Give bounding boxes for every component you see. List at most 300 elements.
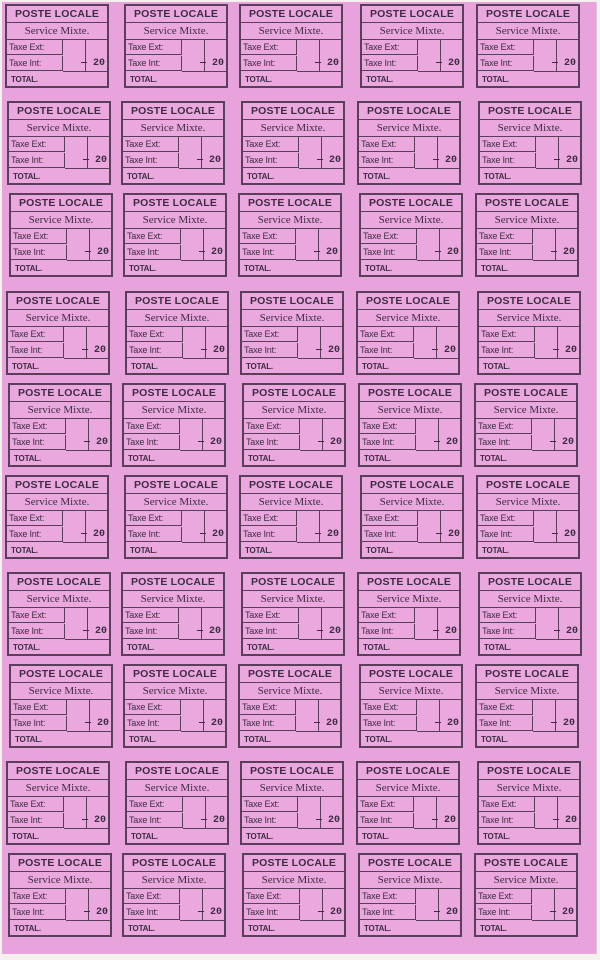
label-taxe-ext: Taxe Ext: [358,797,414,812]
postal-label [476,475,580,559]
postal-label [476,4,580,88]
label-header: POSTE LOCALE [241,477,341,494]
label-taxe-ext: Taxe Ext: [8,327,64,342]
label-service: Service Mixte. [123,591,223,608]
label-taxe-int: Taxe Int: [7,527,63,542]
label-total: TOTAL. [364,924,391,933]
label-service: Service Mixte. [11,212,111,229]
label-header: POSTE LOCALE [10,855,110,872]
postal-label [474,383,578,467]
label-header: POSTE LOCALE [240,666,340,683]
label-service: Service Mixte. [7,494,107,511]
postal-label [360,4,464,88]
label-taxe-int: Taxe Int: [242,343,298,358]
label-header: POSTE LOCALE [240,195,340,212]
label-header: POSTE LOCALE [126,477,226,494]
label-taxe-int: Taxe Int: [361,245,417,260]
label-total: TOTAL. [482,546,509,555]
label-taxe-ext: Taxe Ext: [242,797,298,812]
label-service: Service Mixte. [360,402,460,419]
postal-label [241,101,345,185]
label-taxe-ext: Taxe Ext: [480,608,536,623]
label-total: TOTAL. [365,735,392,744]
label-value: — 20 [200,815,225,826]
label-service: Service Mixte. [125,683,225,700]
label-taxe-ext: Taxe Ext: [362,511,418,526]
label-value: — 20 [199,529,224,540]
label-header: POSTE LOCALE [243,574,343,591]
label-taxe-ext: Taxe Ext: [8,797,64,812]
label-service: Service Mixte. [9,120,109,137]
label-value: — 20 [432,155,457,166]
label-taxe-ext: Taxe Ext: [476,419,532,434]
postal-label [240,291,344,375]
label-total: TOTAL. [11,546,38,555]
label-taxe-int: Taxe Int: [7,56,63,71]
label-total: TOTAL. [130,546,157,555]
label-value: — 20 [435,58,460,69]
label-header: POSTE LOCALE [479,293,579,310]
label-total: TOTAL. [364,454,391,463]
label-value: — 20 [315,815,340,826]
label-taxe-ext: Taxe Ext: [124,419,180,434]
postal-label [6,291,110,375]
label-service: Service Mixte. [359,591,459,608]
label-service: Service Mixte. [358,780,458,797]
label-taxe-ext: Taxe Ext: [479,797,535,812]
postal-label [474,853,578,937]
label-total: TOTAL. [484,172,511,181]
label-value: — 20 [80,529,105,540]
postal-label [8,853,112,937]
label-taxe-int: Taxe Int: [242,813,298,828]
label-taxe-int: Taxe Int: [11,245,67,260]
label-service: Service Mixte. [10,402,110,419]
label-taxe-int: Taxe Int: [477,245,533,260]
label-header: POSTE LOCALE [362,477,462,494]
label-value: — 20 [549,907,574,918]
label-taxe-ext: Taxe Ext: [359,608,415,623]
label-header: POSTE LOCALE [359,103,459,120]
label-value: — 20 [433,907,458,918]
label-taxe-int: Taxe Int: [10,435,66,450]
label-header: POSTE LOCALE [244,385,344,402]
postal-label [124,4,228,88]
postal-label [121,572,225,656]
label-value: — 20 [316,626,341,637]
label-total: TOTAL. [128,454,155,463]
label-taxe-int: Taxe Int: [240,245,296,260]
label-total: TOTAL. [483,362,510,371]
label-taxe-int: Taxe Int: [359,624,415,639]
label-value: — 20 [197,907,222,918]
label-service: Service Mixte. [480,120,580,137]
label-taxe-ext: Taxe Ext: [240,700,296,715]
label-service: Service Mixte. [127,310,227,327]
postal-label [357,572,461,656]
label-taxe-ext: Taxe Ext: [9,608,65,623]
label-total: TOTAL. [128,924,155,933]
label-service: Service Mixte. [125,212,225,229]
label-value: — 20 [551,58,576,69]
label-taxe-ext: Taxe Ext: [244,889,300,904]
label-service: Service Mixte. [241,23,341,40]
label-total: TOTAL. [245,546,272,555]
postal-label [6,761,110,845]
label-header: POSTE LOCALE [126,6,226,23]
label-value: — 20 [434,247,459,258]
label-total: TOTAL. [365,264,392,273]
label-total: TOTAL. [480,454,507,463]
label-header: POSTE LOCALE [7,477,107,494]
label-total: TOTAL. [246,362,273,371]
label-total: TOTAL. [14,454,41,463]
label-value: — 20 [431,345,456,356]
label-taxe-ext: Taxe Ext: [359,137,415,152]
label-service: Service Mixte. [480,591,580,608]
label-service: Service Mixte. [127,780,227,797]
label-taxe-int: Taxe Int: [126,56,182,71]
postal-label [122,853,226,937]
label-taxe-ext: Taxe Ext: [477,229,533,244]
label-header: POSTE LOCALE [361,666,461,683]
label-taxe-int: Taxe Int: [478,527,534,542]
label-total: TOTAL. [247,172,274,181]
label-header: POSTE LOCALE [125,666,225,683]
label-service: Service Mixte. [362,23,462,40]
label-taxe-int: Taxe Int: [11,716,67,731]
label-total: TOTAL. [127,172,154,181]
postal-label [477,291,581,375]
label-header: POSTE LOCALE [125,195,225,212]
label-value: — 20 [553,155,578,166]
label-taxe-ext: Taxe Ext: [126,40,182,55]
label-total: TOTAL. [480,924,507,933]
label-header: POSTE LOCALE [476,385,576,402]
label-service: Service Mixte. [9,591,109,608]
label-taxe-int: Taxe Int: [240,716,296,731]
label-service: Service Mixte. [361,683,461,700]
label-taxe-int: Taxe Int: [8,813,64,828]
label-value: — 20 [552,345,577,356]
label-service: Service Mixte. [8,780,108,797]
label-value: — 20 [82,155,107,166]
label-taxe-int: Taxe Int: [476,435,532,450]
label-value: — 20 [199,58,224,69]
label-taxe-ext: Taxe Ext: [10,419,66,434]
label-service: Service Mixte. [242,310,342,327]
label-taxe-int: Taxe Int: [244,905,300,920]
label-taxe-ext: Taxe Ext: [244,419,300,434]
label-taxe-int: Taxe Int: [358,343,414,358]
label-header: POSTE LOCALE [358,293,458,310]
label-service: Service Mixte. [477,683,577,700]
label-taxe-int: Taxe Int: [124,905,180,920]
label-header: POSTE LOCALE [124,385,224,402]
label-header: POSTE LOCALE [244,855,344,872]
label-header: POSTE LOCALE [359,574,459,591]
label-taxe-int: Taxe Int: [123,624,179,639]
label-service: Service Mixte. [11,683,111,700]
label-header: POSTE LOCALE [8,763,108,780]
label-value: — 20 [83,907,108,918]
label-value: — 20 [553,626,578,637]
postal-label [357,101,461,185]
label-header: POSTE LOCALE [11,195,111,212]
label-taxe-int: Taxe Int: [125,245,181,260]
label-service: Service Mixte. [240,212,340,229]
label-header: POSTE LOCALE [243,103,343,120]
label-total: TOTAL. [362,832,389,841]
label-service: Service Mixte. [358,310,458,327]
label-total: TOTAL. [245,75,272,84]
label-header: POSTE LOCALE [127,293,227,310]
label-taxe-ext: Taxe Ext: [11,700,67,715]
label-header: POSTE LOCALE [479,763,579,780]
label-taxe-ext: Taxe Ext: [476,889,532,904]
label-service: Service Mixte. [360,872,460,889]
postal-label [475,664,579,748]
label-value: — 20 [83,437,108,448]
label-taxe-ext: Taxe Ext: [9,137,65,152]
label-total: TOTAL. [13,643,40,652]
label-service: Service Mixte. [243,591,343,608]
label-taxe-ext: Taxe Ext: [361,229,417,244]
label-total: TOTAL. [484,643,511,652]
postal-label [241,572,345,656]
label-taxe-int: Taxe Int: [361,716,417,731]
label-taxe-int: Taxe Int: [10,905,66,920]
label-value: — 20 [552,815,577,826]
label-service: Service Mixte. [241,494,341,511]
label-service: Service Mixte. [478,494,578,511]
label-value: — 20 [313,247,338,258]
label-taxe-int: Taxe Int: [241,56,297,71]
label-total: TOTAL. [12,362,39,371]
label-header: POSTE LOCALE [480,574,580,591]
label-service: Service Mixte. [362,494,462,511]
label-value: — 20 [196,626,221,637]
label-value: — 20 [431,815,456,826]
label-value: — 20 [81,815,106,826]
label-taxe-int: Taxe Int: [480,624,536,639]
label-value: — 20 [81,345,106,356]
postal-label [9,664,113,748]
label-total: TOTAL. [363,643,390,652]
label-taxe-ext: Taxe Ext: [127,797,183,812]
label-value: — 20 [84,718,109,729]
label-taxe-ext: Taxe Ext: [362,40,418,55]
label-taxe-int: Taxe Int: [126,527,182,542]
label-taxe-int: Taxe Int: [359,153,415,168]
label-value: — 20 [550,247,575,258]
label-taxe-ext: Taxe Ext: [7,40,63,55]
label-taxe-ext: Taxe Ext: [7,511,63,526]
postal-label [478,572,582,656]
label-total: TOTAL. [248,454,275,463]
label-header: POSTE LOCALE [477,195,577,212]
label-taxe-int: Taxe Int: [476,905,532,920]
label-service: Service Mixte. [244,872,344,889]
label-header: POSTE LOCALE [242,293,342,310]
label-service: Service Mixte. [243,120,343,137]
postal-label [358,383,462,467]
label-total: TOTAL. [15,735,42,744]
postal-label [122,383,226,467]
label-header: POSTE LOCALE [10,385,110,402]
label-header: POSTE LOCALE [477,666,577,683]
pink-paper [2,2,597,954]
postal-label [239,475,343,559]
label-total: TOTAL. [244,264,271,273]
postal-label [124,475,228,559]
label-header: POSTE LOCALE [8,293,108,310]
label-value: — 20 [200,345,225,356]
label-value: — 20 [316,155,341,166]
label-service: Service Mixte. [124,402,224,419]
label-value: — 20 [435,529,460,540]
label-header: POSTE LOCALE [9,574,109,591]
label-taxe-int: Taxe Int: [480,153,536,168]
label-value: — 20 [432,626,457,637]
label-taxe-int: Taxe Int: [358,813,414,828]
postal-label [7,572,111,656]
label-service: Service Mixte. [476,872,576,889]
label-taxe-ext: Taxe Ext: [361,700,417,715]
label-total: TOTAL. [14,924,41,933]
label-total: TOTAL. [12,832,39,841]
label-service: Service Mixte. [10,872,110,889]
label-service: Service Mixte. [7,23,107,40]
label-total: TOTAL. [129,264,156,273]
postal-label [8,383,112,467]
label-total: TOTAL. [129,735,156,744]
label-service: Service Mixte. [361,212,461,229]
label-service: Service Mixte. [478,23,578,40]
label-value: — 20 [80,58,105,69]
label-service: Service Mixte. [124,872,224,889]
label-service: Service Mixte. [479,310,579,327]
label-value: — 20 [551,529,576,540]
label-header: POSTE LOCALE [480,103,580,120]
label-taxe-ext: Taxe Ext: [11,229,67,244]
label-total: TOTAL. [483,832,510,841]
postal-label [358,853,462,937]
label-value: — 20 [317,907,342,918]
postal-label [360,475,464,559]
postal-label [240,761,344,845]
label-total: TOTAL. [482,75,509,84]
label-total: TOTAL. [363,172,390,181]
postal-label [123,664,227,748]
label-taxe-ext: Taxe Ext: [360,889,416,904]
postal-label [125,761,229,845]
label-value: — 20 [197,437,222,448]
label-total: TOTAL. [127,643,154,652]
label-service: Service Mixte. [240,683,340,700]
postal-label [239,4,343,88]
label-taxe-int: Taxe Int: [8,343,64,358]
label-taxe-int: Taxe Int: [360,905,416,920]
postal-label [125,291,229,375]
label-taxe-ext: Taxe Ext: [124,889,180,904]
label-value: — 20 [313,718,338,729]
postal-label [359,193,463,277]
label-total: TOTAL. [130,75,157,84]
label-taxe-int: Taxe Int: [127,813,183,828]
label-taxe-ext: Taxe Ext: [478,40,534,55]
label-header: POSTE LOCALE [9,103,109,120]
label-value: — 20 [434,718,459,729]
label-total: TOTAL. [13,172,40,181]
label-service: Service Mixte. [8,310,108,327]
label-taxe-int: Taxe Int: [477,716,533,731]
label-taxe-ext: Taxe Ext: [126,511,182,526]
label-total: TOTAL. [244,735,271,744]
postal-label [123,193,227,277]
label-total: TOTAL. [366,75,393,84]
label-taxe-ext: Taxe Ext: [242,327,298,342]
label-taxe-ext: Taxe Ext: [10,889,66,904]
label-header: POSTE LOCALE [362,6,462,23]
label-value: — 20 [84,247,109,258]
label-taxe-ext: Taxe Ext: [480,137,536,152]
label-total: TOTAL. [366,546,393,555]
postal-label [5,4,109,88]
label-taxe-ext: Taxe Ext: [241,40,297,55]
label-value: — 20 [315,345,340,356]
postal-label [356,761,460,845]
label-value: — 20 [433,437,458,448]
postal-label [242,853,346,937]
label-taxe-int: Taxe Int: [360,435,416,450]
label-taxe-int: Taxe Int: [125,716,181,731]
label-taxe-ext: Taxe Ext: [243,608,299,623]
label-taxe-ext: Taxe Ext: [123,608,179,623]
label-taxe-int: Taxe Int: [362,56,418,71]
label-value: — 20 [317,437,342,448]
label-total: TOTAL. [481,735,508,744]
postal-label [356,291,460,375]
label-taxe-ext: Taxe Ext: [479,327,535,342]
postal-label [238,193,342,277]
label-header: POSTE LOCALE [360,855,460,872]
label-service: Service Mixte. [244,402,344,419]
label-value: — 20 [314,529,339,540]
label-value: — 20 [549,437,574,448]
label-service: Service Mixte. [242,780,342,797]
label-taxe-ext: Taxe Ext: [125,229,181,244]
label-taxe-int: Taxe Int: [243,153,299,168]
label-header: POSTE LOCALE [124,855,224,872]
label-taxe-int: Taxe Int: [9,153,65,168]
postal-label [475,193,579,277]
label-service: Service Mixte. [123,120,223,137]
label-taxe-ext: Taxe Ext: [243,137,299,152]
postal-label [359,664,463,748]
label-total: TOTAL. [362,362,389,371]
label-taxe-ext: Taxe Ext: [123,137,179,152]
label-taxe-ext: Taxe Ext: [358,327,414,342]
label-service: Service Mixte. [359,120,459,137]
label-taxe-int: Taxe Int: [243,624,299,639]
label-service: Service Mixte. [126,494,226,511]
label-header: POSTE LOCALE [123,574,223,591]
label-taxe-int: Taxe Int: [479,343,535,358]
label-total: TOTAL. [15,264,42,273]
label-header: POSTE LOCALE [476,855,576,872]
label-taxe-ext: Taxe Ext: [240,229,296,244]
